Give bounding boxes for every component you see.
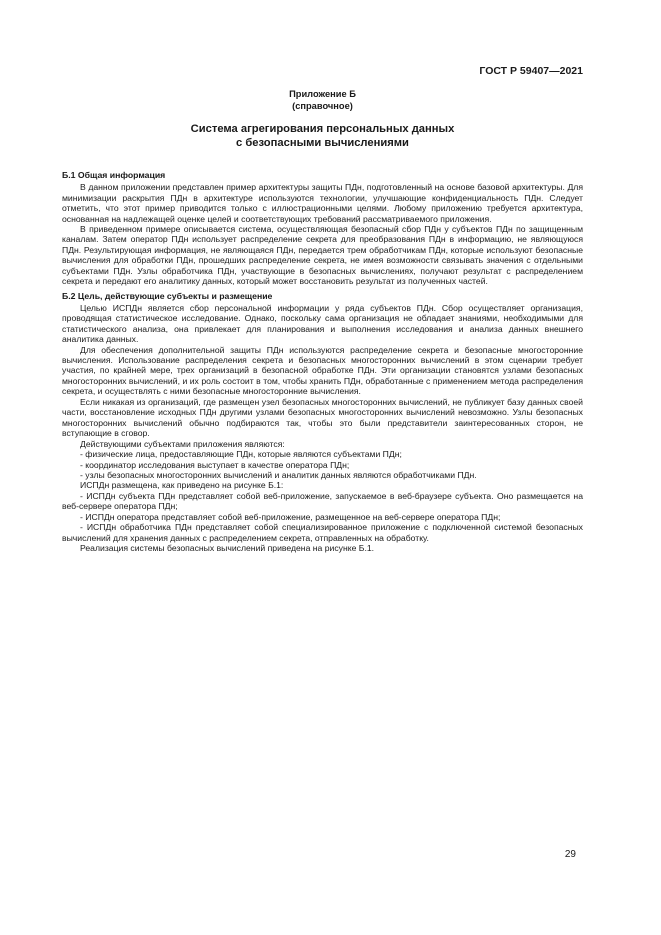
- annex-title-line-2: с безопасными вычислениями: [236, 136, 409, 149]
- section-1-paragraph: В данном приложении представлен пример архитектуры защиты ПДн, подготовленный на основе базовой архитектуры. Для минимизации раскрытия ПДн в архитектуре используются технологии, улучшающие конфиденциальность ПДн. Следует отметить, что этот пример приводится только с иллюстрационными целями. Любому приложению требуется архитектура, основанная на надлежащей оценке целей и соответствующих требований рассматриваемого приложения.: [62, 182, 583, 224]
- actor-list-item: - координатор исследования выступает в качестве оператора ПДн;: [80, 459, 350, 470]
- annex-title-line-1: Система агрегирования персональных данных: [190, 123, 455, 135]
- section-2-heading: Б.2 Цель, действующие субъекты и размещение: [62, 290, 273, 301]
- section-2-paragraph: Для обеспечения дополнительной защиты ПДн используются распределение секрета и безопасные многосторонние вычисления. Использование распределения секрета и безопасных многосторонних вычислений в этом сценарии требует участия, по крайней мере, трех организаций в безопасной обработке ПДн. Эти организации становятся узлами безопасных многосторонних вычислений, и их роль состоит в том, чтобы хранить ПДн, обработанные с применением метода распределения секрета, и осуществлять с ними безопасные многосторонние вычисления.: [62, 344, 583, 397]
- annex-title: [62, 123, 583, 150]
- annex-label: Приложение Б: [289, 89, 356, 99]
- section-2-paragraph: Целью ИСПДн является сбор персональной информации у ряда субъектов ПДн. Сбор осуществляет организация, проводящая статистическое исследование. Однако, поскольку сама организация не обладает знаниями, необходимыми для статистического анализа, она привлекает для планирования и выполнения исследования и анализа данных внешнего аналитика данных.: [62, 302, 583, 345]
- standard-number: ГОСТ Р 59407—2021: [479, 65, 583, 77]
- actor-list-item: - физические лица, предоставляющие ПДн, которые являются субъектами ПДн;: [80, 449, 402, 460]
- page-number: 29: [564, 849, 576, 860]
- placement-list-item: - ИСПДн субъекта ПДн представляет собой веб-приложение, запускаемое в веб-браузере субъекта. Оно размещается на веб-сервере оператора ПДн;: [62, 490, 583, 512]
- actors-intro: Действующими субъектами приложения являются:: [80, 438, 285, 449]
- annex-status: (справочное): [292, 101, 353, 111]
- section-2-paragraph: Если никакая из организаций, где размещен узел безопасных многосторонних вычислений, не публикует базу данных своей части, восстановление исходных ПДн другими узлами безопасных многосторонних вычислений невозможно. Узлы безопасных многосторонних вычислений обычно подбираются так, чтобы это были представители заинтересованных сторон, не вступающие в сговор.: [62, 396, 583, 439]
- actor-list-item: - узлы безопасных многосторонних вычислений и аналитик данных являются обработчиками ПДн.: [80, 469, 477, 480]
- closing-sentence: Реализация системы безопасных вычислений приведена на рисунке Б.1.: [80, 543, 375, 554]
- placement-list-item: - ИСПДн обработчика ПДн представляет собой специализированное приложение с подключенной системой безопасных вычислений для хранения данных с распределением секрета, отправленных на обработку.: [62, 522, 583, 543]
- section-1-heading: Б.1 Общая информация: [62, 170, 166, 181]
- placement-intro: ИСПДн размещена, как приведено на рисунке Б.1:: [80, 480, 284, 491]
- page-content: [62, 88, 583, 554]
- section-1-paragraph: В приведенном примере описывается система, осуществляющая безопасный сбор ПДн у субъектов ПДн по защищенным каналам. Затем оператор ПДн использует распределение секрета для преобразования ПДн в информацию, не являющуюся ПДн. Результирующая информация, не являющаяся ПДн, передается трем обработчикам ПДн, которые используют безопасные вычисления для обработки ПДн, прошедших распределение секрета, не имея возможности связывать значения с отдельными субъектами ПДн. Узлы обработчика ПДн, участвующие в безопасных вычислениях, получают результат с распределением секрета и передают его аналитику данных, который может восстановить результат из полученных частей.: [62, 224, 583, 287]
- placement-list-item: - ИСПДн оператора представляет собой веб-приложение, размещенное на веб-сервере оператора ПДн;: [80, 511, 501, 522]
